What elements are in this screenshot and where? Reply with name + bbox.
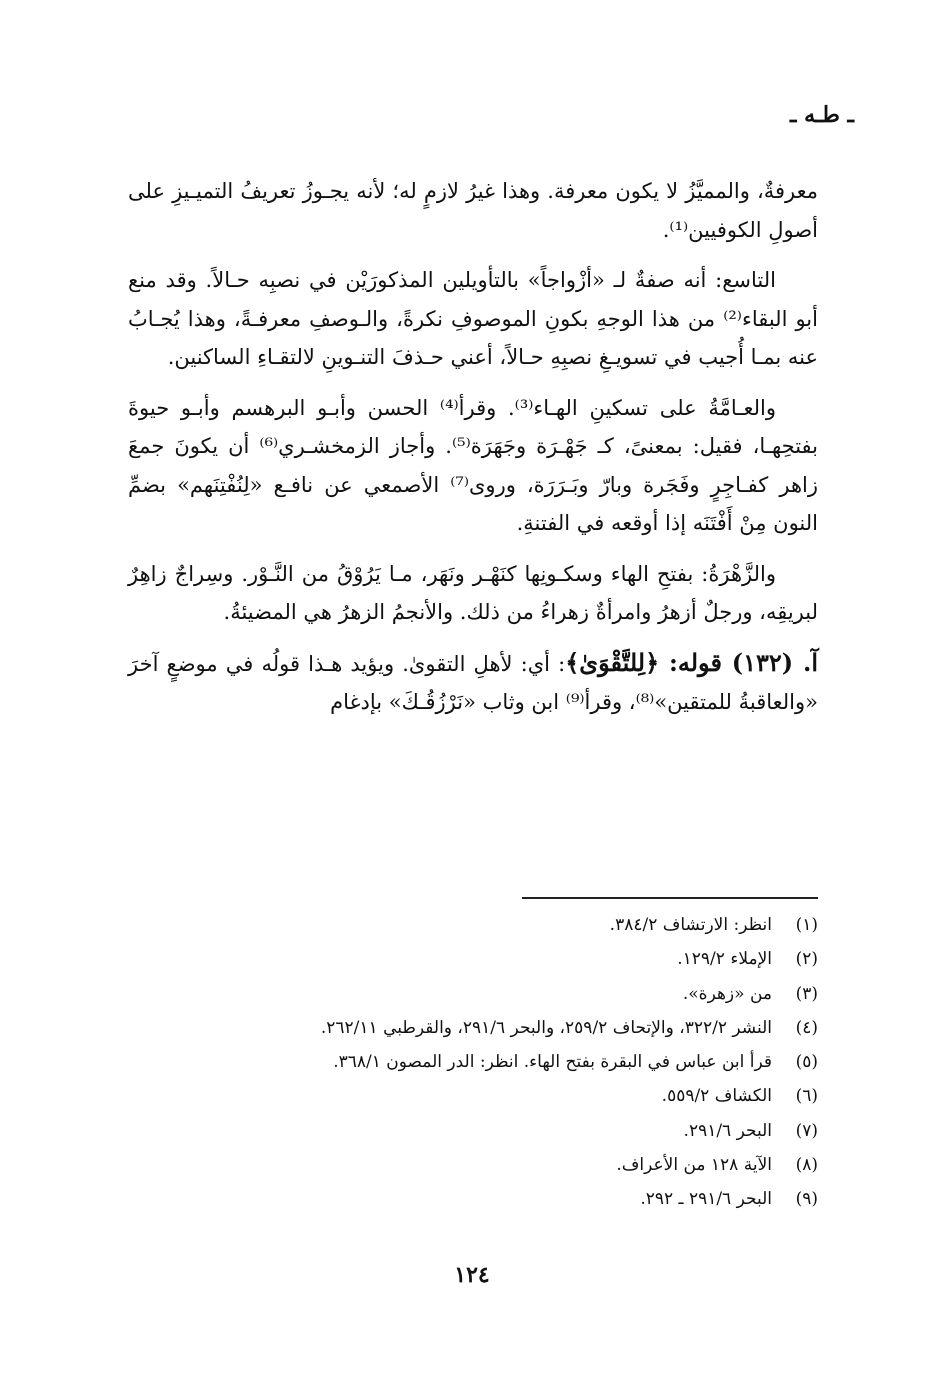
footnote-number: (٧) — [795, 1120, 818, 1141]
footnote-item — [128, 1011, 818, 1045]
footnote-number: (٨) — [795, 1155, 818, 1176]
page-number: ١٢٤ — [454, 1262, 490, 1288]
verse-heading: آ. (١٣٢) قوله: ﴿لِلتَّقْوَىٰ﴾ — [565, 647, 818, 677]
footnote-item — [128, 942, 818, 976]
footnote-item — [128, 1114, 818, 1148]
paragraph-3: والعـامَّةُ على تسكينِ الهـاء⁽³⁾. وقرأ⁽⁴⁾ الحسن وأبـو البرهسم وأبـو حيوةَ بفتحِهـا، فقيل: بمعنىً، كـ جَهْـرَة وجَهَرَة⁽⁵⁾. وأجاز الزمخشـري⁽⁶⁾ أن يكونَ جمعَ زاهر كفـاجِرٍ وفَجَرة وبارّ وبَـرَرَة، وروى⁽⁷⁾ الأصمعي عن نافـع «لِنُفْتِنَهم» بضمِّ النون مِنْ أَفْتَنَه إذا أوقعه في الفتنةِ. — [128, 395, 819, 535]
footnote-item — [128, 977, 818, 1011]
paragraph-1: معرفةٌ، والمميَّزُ لا يكون معرفة. وهذا غيرُ لازمٍ له؛ لأنه يجـوزُ تعريفُ التميـيزِ على أصولِ الكوفيين⁽¹⁾. — [128, 179, 818, 242]
footnote-item — [128, 1182, 818, 1216]
footnote-text: الآية ١٢٨ من الأعراف. — [616, 1155, 772, 1176]
footnote-number: (٣) — [795, 983, 818, 1004]
footnote-text: الكشاف ٥٥٩/٢. — [661, 1086, 772, 1107]
footnote-divider — [522, 897, 818, 899]
footnote-text: البحر ٢٩١/٦. — [683, 1120, 772, 1141]
paragraph-4: والزَّهْرَةُ: بفتحِ الهاء وسكـونِها كنَهْـر ونَهَر، مـا يَرُوْقُ من النَّـوْر. وسِراجٌ زاهِرٌ لبريقِه، ورجلٌ أزهرُ وامرأةٌ زهراءُ من ذلك. والأنجمُ الزهرُ هي المضيئةُ. — [128, 561, 818, 624]
footnote-number: (٢) — [795, 949, 818, 970]
footnote-number: (٤) — [795, 1017, 818, 1038]
main-text — [128, 172, 818, 734]
footnote-text: من «زهرة». — [682, 983, 772, 1004]
paragraph-5-text: : أي: لأهلِ التقوىٰ. ويؤيد هـذا قولُه في موضعٍ آخرَ «والعاقبةُ للمتقين»⁽⁸⁾، وقرأ⁽⁹⁾ ابن وثاب «نَرْزُقُـكَ» بإدغام — [128, 651, 818, 714]
paragraph-5 — [128, 644, 818, 722]
footnote-item — [128, 908, 818, 942]
footnote-number: (٦) — [795, 1086, 818, 1107]
footnote-item — [128, 1079, 818, 1113]
footnote-number: (٩) — [795, 1189, 818, 1210]
footnotes-list — [128, 908, 818, 1217]
footnote-text: قرأ ابن عباس في البقرة بفتح الهاء. انظر: الدر المصون ٣٦٨/١. — [333, 1052, 772, 1073]
footnote-number: (١) — [795, 915, 818, 935]
footnote-number: (٥) — [795, 1052, 818, 1073]
paragraph-2: التاسع: أنه صفةٌ لـ «أزْواجاً» بالتأويلين المذكورَيْن في نصبِه حـالاً. وقد منع أبو البقاء⁽²⁾ من هذا الوجهِ بكونِ الموصوفِ نكرةً، والـوصفِ معرفـةً، وهذا يُجـابُ عنه بمـا أُجيب في تسويـغِ نصبِهِ حـالاً، أعني حـذفَ التنـوينِ لالتقـاءِ الساكنين. — [128, 268, 818, 369]
footnote-text: البحر ٢٩١/٦ ـ ٢٩٢. — [640, 1189, 772, 1210]
footnote-text: الإملاء ١٢٩/٢. — [677, 949, 772, 970]
footnote-item — [128, 1045, 818, 1079]
footnote-item — [128, 1148, 818, 1182]
footnote-text: انظر: الارتشاف ٣٨٤/٢. — [609, 915, 772, 935]
running-head: ـ طـه ـ — [790, 102, 854, 128]
footnote-text: النشر ٣٢٢/٢، والإتحاف ٢٥٩/٢، والبحر ٢٩١/٦، والقرطبي ٢٦٢/١١. — [320, 1017, 772, 1038]
